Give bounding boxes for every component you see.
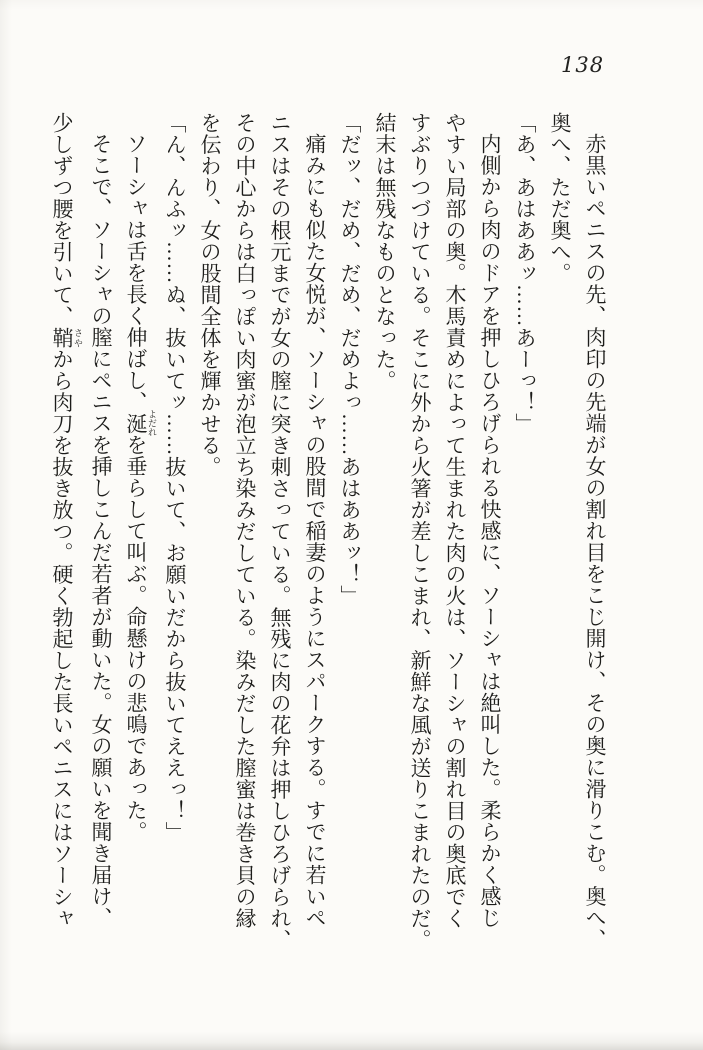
text-run: 少しずつ腰を引いて、 [50,112,74,327]
text-line [542,112,577,952]
text-run: やすい局部の奥。木馬責めによって生まれた肉の火は、ソーシャの割れ目の奥底でく [443,112,467,929]
text-line [262,112,297,952]
text-run: 内側から肉のドアを押しひろげられる快感に、ソーシャは絶叫した。柔らかく感じ [478,133,502,929]
text-run: 「あ、あはああッ……あーっ！」 [513,112,537,435]
text-run: 痛みにも似た女悦が、ソーシャの股間で稲妻のようにスパークする。すでに若いペ [303,133,327,929]
furigana: さや [73,327,83,349]
text-line [332,112,367,952]
text-run: から肉刀を抜き放つ。硬く勃起した長いペニスにはソーシャ [50,348,74,929]
text-line [118,112,157,952]
text-run: 「だッ、だめ、だめ、だめよっ……あはああッ！」 [338,112,362,607]
text-line [472,112,507,952]
text-run: 奥へ、ただ奥へ。 [548,112,572,284]
text-run: ソーシャは舌を長く伸ばし、 [124,133,148,413]
ruby-annotated-word: 鞘 さや [50,327,83,349]
text-line [44,112,83,952]
text-line [192,112,227,952]
text-run: ニスはその根元までが女の膣に突き刺さっている。無残に肉の花弁は押しひろげられ、 [268,112,292,951]
text-run: 結末は無残なものとなった。 [373,112,397,392]
text-run: その中心からは白っぽい肉蜜が泡立ち染みだしている。染みだした膣蜜は巻き貝の縁 [233,112,257,929]
text-line [577,112,612,952]
furigana: よだれ [147,409,157,437]
text-line [507,112,542,952]
page-number: 138 [561,53,605,77]
text-line [227,112,262,952]
text-run: そこで、ソーシャの膣にペニスを挿しこんだ若者が動いた。女の願いを聞き届け、 [89,133,113,929]
text-run: を伝わり、女の股間全体を輝かせる。 [198,112,222,478]
text-line [402,112,437,952]
ruby-annotated-word: 涎 よだれ [124,409,157,437]
text-line [437,112,472,952]
text-run: 「ん、んふッ……ぬ、抜いてッ……抜いて、お願いだから抜いてええっ！」 [163,112,187,843]
text-line [83,112,118,952]
text-line [157,112,192,952]
text-run: を垂らして叫ぶ。命懸けの悲鳴であった。 [124,434,148,843]
text-line [297,112,332,952]
text-run: すぶりつづけている。そこに外から火箸が差しこまれ、新鮮な風が送りこまれたのだ。 [408,112,432,951]
body-text-block [44,112,612,952]
text-line [367,112,402,952]
text-run: 赤黒いペニスの先、肉印の先端が女の割れ目をこじ開け、その奥に滑りこむ。奥へ、 [583,133,607,950]
